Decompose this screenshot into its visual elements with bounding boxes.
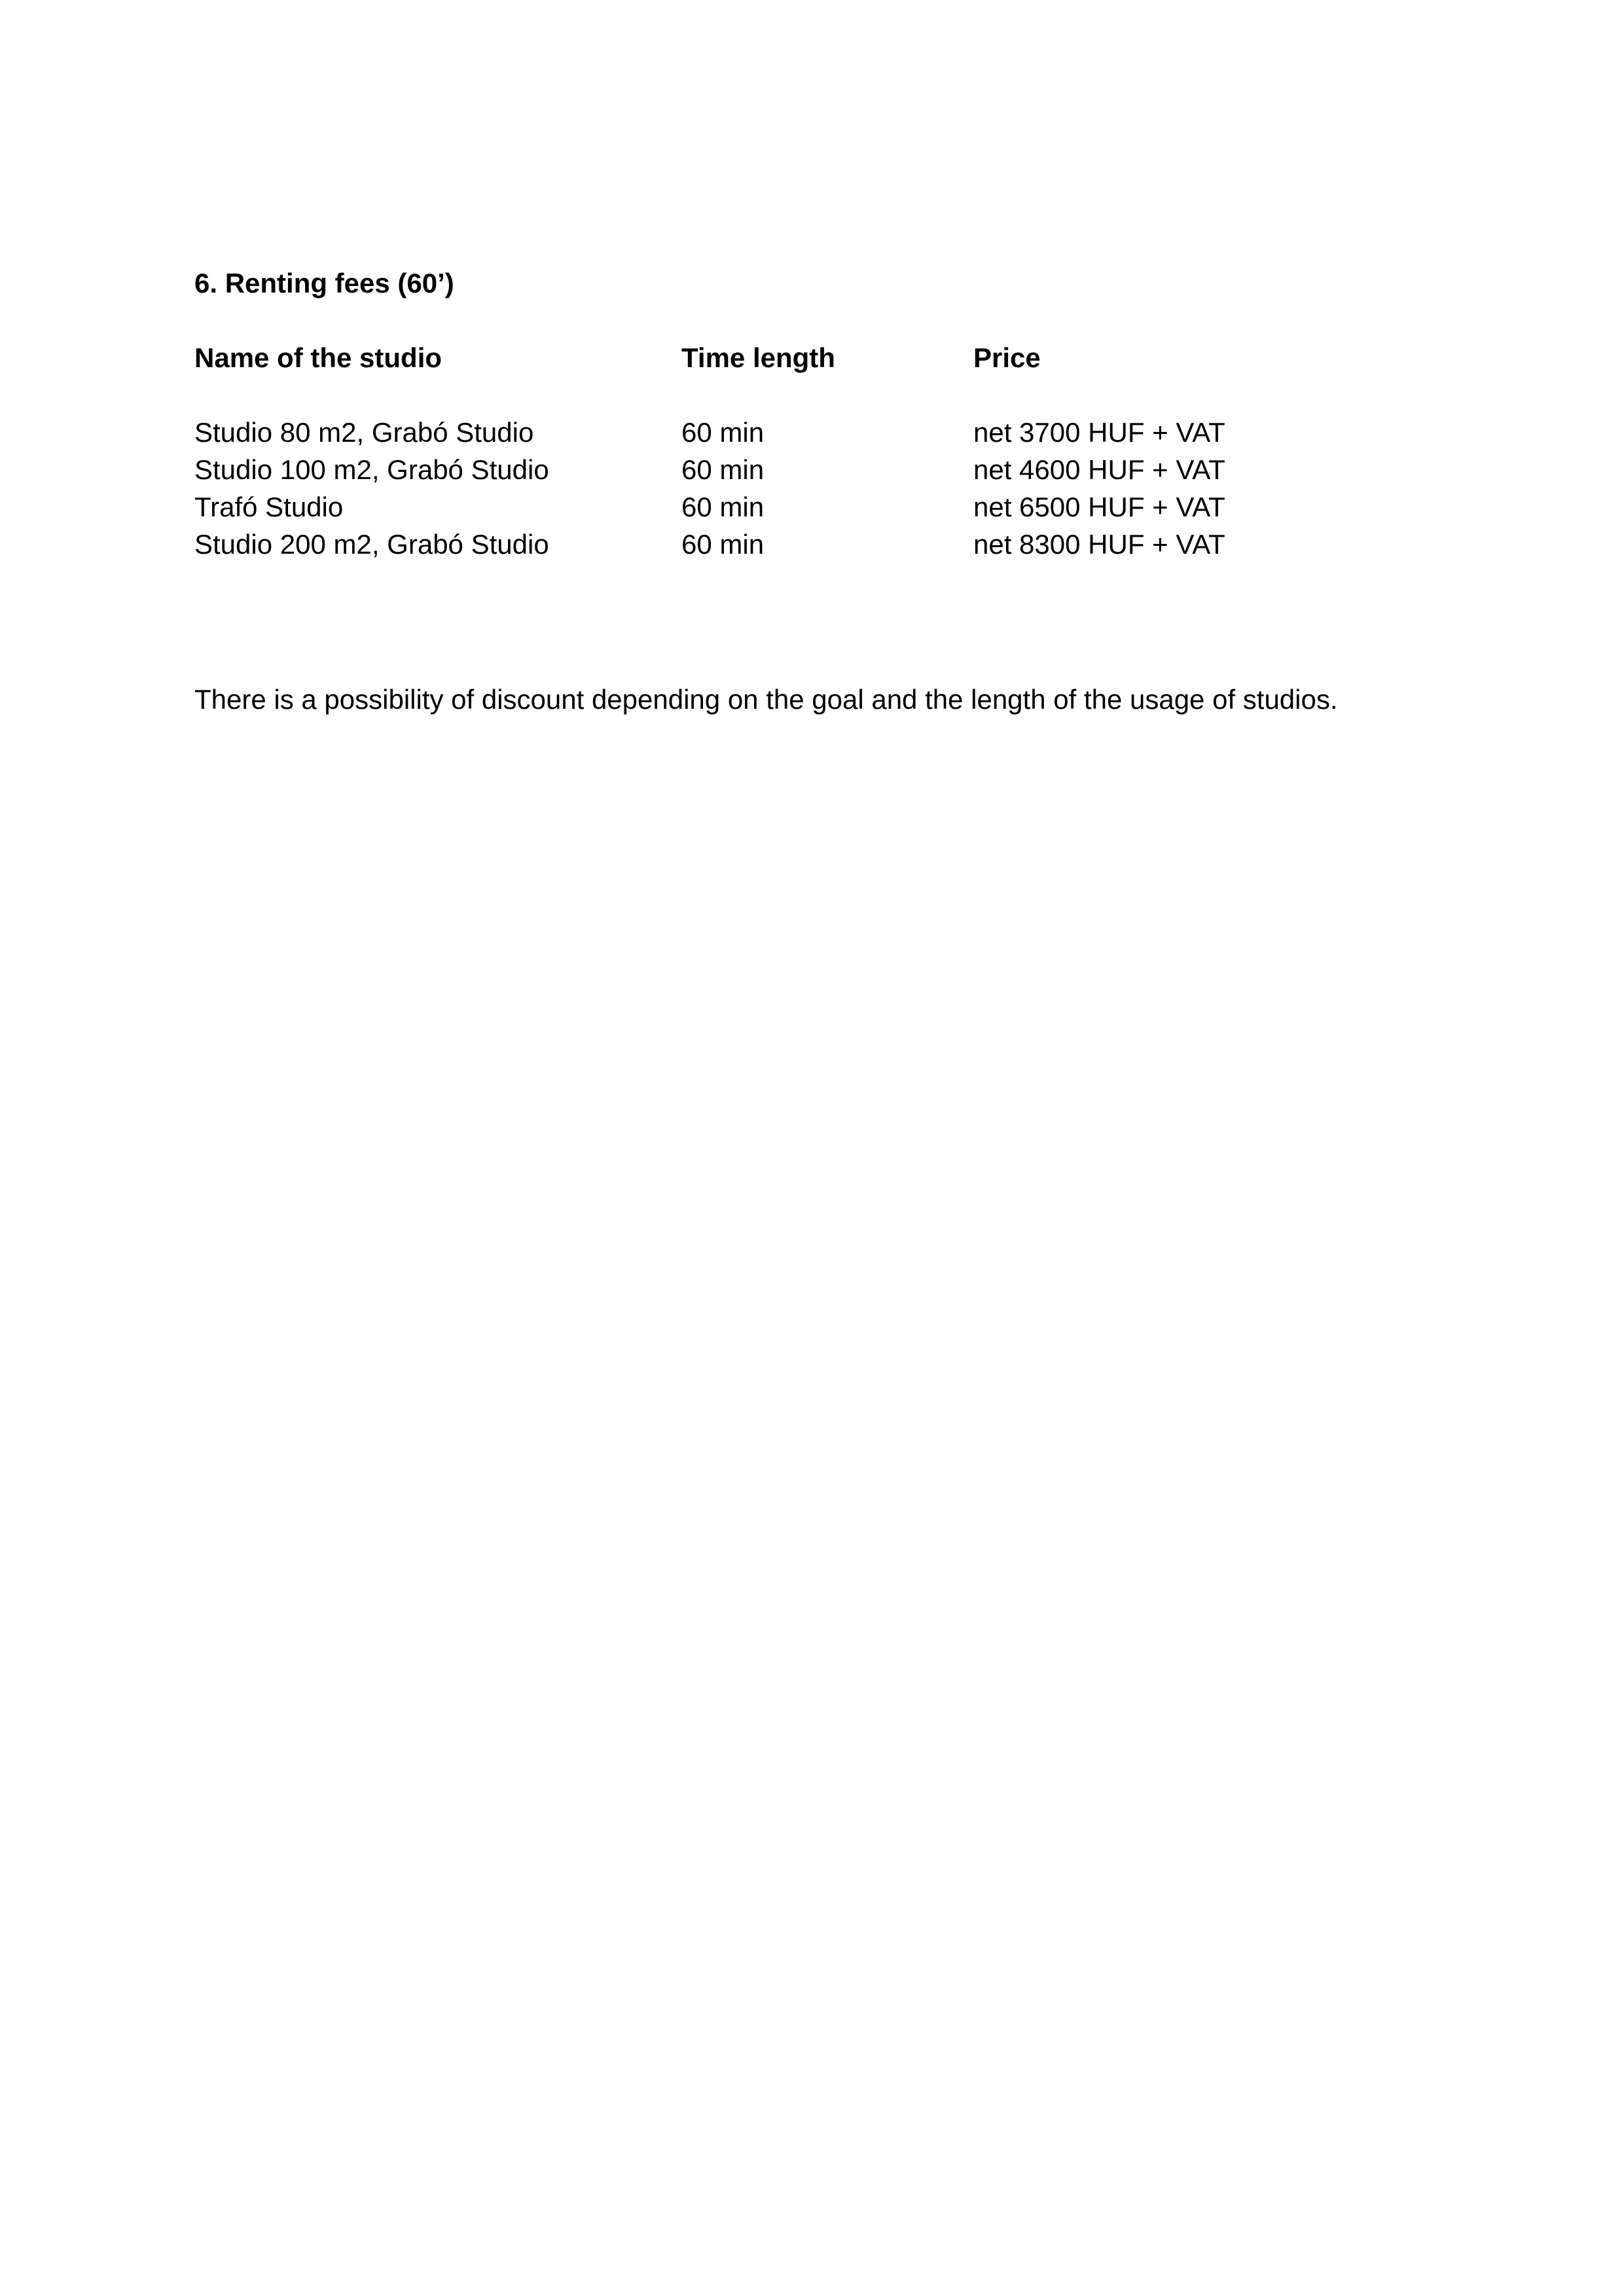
table-row (194, 526, 1307, 563)
discount-note: There is a possibility of discount depending on the goal and the length of the usage of studios. (194, 684, 1338, 715)
studio-name-cell: Studio 80 m2, Grabó Studio (194, 417, 534, 448)
time-length-cell: 60 min (681, 417, 765, 448)
time-length-cell: 60 min (681, 492, 765, 522)
renting-fees-table (194, 339, 1307, 563)
document-content (194, 265, 1438, 715)
header-time-length: Time length (681, 342, 835, 373)
studio-name-cell: Studio 200 m2, Grabó Studio (194, 529, 549, 560)
table-row (194, 451, 1307, 488)
table-row (194, 414, 1307, 451)
header-studio-name: Name of the studio (194, 342, 442, 373)
header-price: Price (973, 342, 1041, 373)
studio-name-cell: Studio 100 m2, Grabó Studio (194, 454, 549, 485)
studio-name-cell: Trafó Studio (194, 492, 344, 522)
section-title: 6. Renting fees (60’) (194, 268, 454, 298)
price-cell: net 4600 HUF + VAT (973, 454, 1225, 485)
table-row (194, 488, 1307, 526)
price-cell: net 6500 HUF + VAT (973, 492, 1225, 522)
price-cell: net 8300 HUF + VAT (973, 529, 1225, 560)
price-cell: net 3700 HUF + VAT (973, 417, 1225, 448)
time-length-cell: 60 min (681, 529, 765, 560)
time-length-cell: 60 min (681, 454, 765, 485)
table-header-row (194, 339, 1307, 376)
